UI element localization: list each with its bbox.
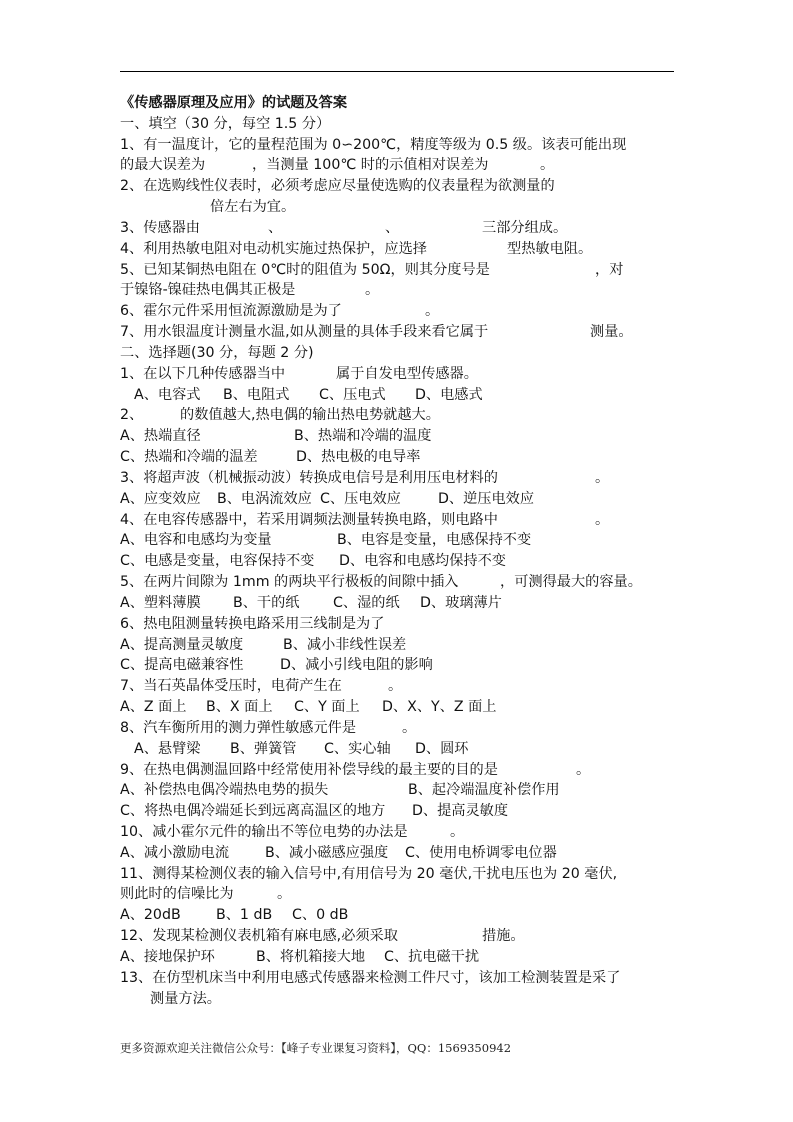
text-segment: D、电感式 xyxy=(415,386,483,403)
text-segment: 、 xyxy=(385,219,400,236)
text-segment: 11、测得某检测仪表的输入信号中,有用信号为 20 毫伏,干扰电压也为 20 毫伏, xyxy=(120,865,618,882)
question-text-line xyxy=(120,322,676,343)
question-text-line xyxy=(120,676,676,697)
question-item xyxy=(120,239,676,260)
text-segment: B、减小磁感应强度 xyxy=(265,844,389,861)
text-segment: A、接地保护环 xyxy=(120,948,215,965)
text-segment: B、电涡流效应 xyxy=(217,490,312,507)
text-segment: 。 xyxy=(595,511,610,528)
text-segment: 则此时的信噪比为 xyxy=(120,886,234,903)
document-title-text: 《传感器原理及应用》的试题及答案 xyxy=(120,95,348,111)
question-text-line xyxy=(120,760,676,781)
question-text-line xyxy=(120,301,676,322)
question-item xyxy=(120,760,676,822)
text-segment: 型热敏电阻。 xyxy=(507,240,593,257)
text-segment: 10、减小霍尔元件的输出不等位电势的办法是 xyxy=(120,823,408,840)
text-segment: 8、汽车衡所用的测力弹性敏感元件是 xyxy=(120,719,357,736)
question-line xyxy=(120,780,676,801)
question-item xyxy=(120,676,676,718)
question-item xyxy=(120,572,676,614)
question-line xyxy=(120,280,676,301)
question-text-line xyxy=(120,864,676,885)
text-segment: D、X、Y、Z 面上 xyxy=(382,699,497,716)
question-text-line xyxy=(120,239,676,260)
question-line xyxy=(120,530,676,551)
question-text-line xyxy=(120,364,676,385)
text-segment: B、电容是变量，电感保持不变 xyxy=(337,532,532,549)
text-segment: 属于自发电型传感器。 xyxy=(336,365,478,382)
question-item xyxy=(120,405,676,467)
text-segment: 措施。 xyxy=(482,928,525,945)
section2-heading xyxy=(120,343,676,364)
question-line xyxy=(120,197,676,218)
question-line xyxy=(120,489,676,510)
text-segment: A、热端直径 xyxy=(120,428,201,445)
text-segment: 。 xyxy=(450,823,465,840)
question-text-line xyxy=(120,718,676,739)
exam-document xyxy=(120,93,676,1009)
section1-questions xyxy=(120,135,676,343)
question-text-line xyxy=(120,822,676,843)
question-item xyxy=(120,322,676,343)
question-item xyxy=(120,864,676,926)
question-text-line xyxy=(120,176,676,197)
section1-heading-text: 一、填空（30 分，每空 1.5 分） xyxy=(120,115,331,132)
text-segment: 测量方法。 xyxy=(150,990,221,1007)
text-segment: C、电感是变量，电容保持不变 xyxy=(120,553,315,570)
text-segment: A、电容和电感均为变量 xyxy=(120,532,272,549)
text-segment: D、玻璃薄片 xyxy=(420,594,502,611)
text-segment: A、Z 面上 xyxy=(120,699,187,716)
text-segment: 3、将超声波（机械振动波）转换成电信号是利用压电材料的 xyxy=(120,469,498,486)
text-segment: C、使用电桥调零电位器 xyxy=(405,844,557,861)
text-segment: ，当测量 100℃ 时的示值相对误差为 xyxy=(252,157,489,174)
text-segment: B、电阻式 xyxy=(223,386,290,403)
text-segment: B、热端和冷端的温度 xyxy=(294,428,432,445)
text-segment: C、压电式 xyxy=(319,386,386,403)
text-segment: 三部分组成。 xyxy=(482,219,568,236)
text-segment: A、电容式 xyxy=(134,386,201,403)
text-segment: A、20dB xyxy=(120,907,181,924)
footer-promo: 更多资源欢迎关注微信公众号：【峰子专业课复习资料】，QQ：1569350942 xyxy=(120,1041,512,1055)
text-segment: 9、在热电偶测温回路中经常使用补偿导线的最主要的目的是 xyxy=(120,761,498,778)
question-item xyxy=(120,218,676,239)
question-text-line xyxy=(120,968,676,989)
text-segment: 。 xyxy=(365,282,380,299)
question-line xyxy=(120,884,676,905)
section2-heading-text: 二、选择题(30 分，每题 2 分) xyxy=(120,344,314,361)
text-segment: 7、用水银温度计测量水温,如从测量的具体手段来看它属于 xyxy=(120,324,489,341)
question-item xyxy=(120,614,676,676)
text-segment: 。 xyxy=(540,157,555,174)
question-line xyxy=(120,905,676,926)
question-text-line xyxy=(120,572,676,593)
text-segment: C、实心轴 xyxy=(324,740,391,757)
text-segment: D、减小引线电阻的影响 xyxy=(280,657,433,674)
text-segment: C、0 dB xyxy=(292,907,349,924)
question-text-line xyxy=(120,135,676,156)
text-segment: 、 xyxy=(268,219,283,236)
question-text-line xyxy=(120,510,676,531)
text-segment: ，对 xyxy=(595,261,624,278)
text-segment: 2、在选购线性仪表时，必须考虑应尽量使选购的仪表量程为欲测量的 xyxy=(120,178,555,195)
text-segment: C、提高电磁兼容性 xyxy=(120,657,244,674)
text-segment: A、应变效应 xyxy=(120,490,201,507)
question-line xyxy=(120,801,676,822)
text-segment: 7、当石英晶体受压时，电荷产生在 xyxy=(120,678,342,695)
text-segment: 的数值越大,热电偶的输出热电势就越大。 xyxy=(180,407,440,424)
question-item xyxy=(120,260,676,302)
section2-questions xyxy=(120,364,676,1010)
question-line xyxy=(120,739,676,760)
text-segment: A、补偿热电偶冷端热电势的损失 xyxy=(120,782,329,799)
text-segment: C、热端和冷端的温差 xyxy=(120,449,258,466)
question-line xyxy=(120,385,676,406)
text-segment: A、提高测量灵敏度 xyxy=(120,636,244,653)
text-segment: D、热电极的电导率 xyxy=(296,449,421,466)
text-segment: 测量。 xyxy=(590,324,633,341)
text-segment: 于镍铬-镍硅热电偶其正极是 xyxy=(120,282,296,299)
text-segment: B、减小非线性误差 xyxy=(283,636,407,653)
question-item xyxy=(120,968,676,1010)
header-rule xyxy=(120,71,674,72)
text-segment: 。 xyxy=(402,719,417,736)
question-line xyxy=(120,593,676,614)
question-line xyxy=(120,843,676,864)
text-segment: D、逆压电效应 xyxy=(438,490,535,507)
question-item xyxy=(120,718,676,760)
text-segment: 6、热电阻测量转换电路采用三线制是为了 xyxy=(120,615,385,632)
text-segment: B、弹簧管 xyxy=(230,740,297,757)
question-line xyxy=(120,426,676,447)
text-segment: C、压电效应 xyxy=(320,490,401,507)
question-line xyxy=(120,655,676,676)
question-item xyxy=(120,301,676,322)
text-segment: 1、在以下几种传感器当中 xyxy=(120,365,286,382)
question-line xyxy=(120,635,676,656)
text-segment: 。 xyxy=(425,303,440,320)
question-item xyxy=(120,510,676,572)
text-segment: 5、已知某铜热电阻在 0℃时的阻值为 50Ω，则其分度号是 xyxy=(120,261,490,278)
question-line xyxy=(120,155,676,176)
document-title xyxy=(120,93,676,114)
text-segment: 6、霍尔元件采用恒流源激励是为了 xyxy=(120,303,342,320)
text-segment: 4、利用热敏电阻对电动机实施过热保护，应选择 xyxy=(120,240,427,257)
text-segment: 5、在两片间隙为 1mm 的两块平行极板的间隙中插入 xyxy=(120,574,459,591)
question-item xyxy=(120,926,676,968)
question-item xyxy=(120,822,676,864)
text-segment: B、X 面上 xyxy=(206,699,273,716)
text-segment: B、将机箱接大地 xyxy=(256,948,366,965)
question-text-line xyxy=(120,614,676,635)
text-segment: C、将热电偶冷端延长到远离高温区的地方 xyxy=(120,803,386,820)
text-segment: D、圆环 xyxy=(415,740,469,757)
text-segment: B、干的纸 xyxy=(233,594,300,611)
question-line xyxy=(120,947,676,968)
question-text-line xyxy=(120,260,676,281)
text-segment: D、电容和电感均保持不变 xyxy=(339,553,506,570)
text-segment: C、抗电磁干扰 xyxy=(384,948,480,965)
text-segment: D、提高灵敏度 xyxy=(412,803,509,820)
text-segment: B、1 dB xyxy=(216,907,273,924)
section1-heading xyxy=(120,114,676,135)
text-segment: 3、传感器由 xyxy=(120,219,200,236)
question-line xyxy=(120,697,676,718)
text-segment: ，可测得最大的容量。 xyxy=(500,574,642,591)
text-segment: 倍左右为宜。 xyxy=(210,199,296,216)
text-segment: B、起冷端温度补偿作用 xyxy=(408,782,560,799)
text-segment: 。 xyxy=(388,678,403,695)
question-text-line xyxy=(120,926,676,947)
text-segment: A、悬臂梁 xyxy=(134,740,201,757)
question-text-line xyxy=(120,405,676,426)
question-item xyxy=(120,135,676,177)
text-segment: 2、 xyxy=(120,407,144,424)
question-item xyxy=(120,468,676,510)
text-segment: A、减小激励电流 xyxy=(120,844,230,861)
question-item xyxy=(120,176,676,218)
question-line xyxy=(120,989,676,1010)
text-segment: C、湿的纸 xyxy=(333,594,400,611)
question-line xyxy=(120,551,676,572)
text-segment: 1、有一温度计，它的量程范围为 0∽200℃，精度等级为 0.5 级。该表可能出现 xyxy=(120,136,627,153)
question-text-line xyxy=(120,218,676,239)
question-line xyxy=(120,447,676,468)
text-segment: 。 xyxy=(595,469,610,486)
question-text-line xyxy=(120,468,676,489)
text-segment: 的最大误差为 xyxy=(120,157,206,174)
question-item xyxy=(120,364,676,406)
text-segment: A、塑料薄膜 xyxy=(120,594,201,611)
text-segment: 12、发现某检测仪表机箱有麻电感,必须采取 xyxy=(120,928,398,945)
text-segment: C、Y 面上 xyxy=(294,699,360,716)
text-segment: 4、在电容传感器中，若采用调频法测量转换电路，则电路中 xyxy=(120,511,498,528)
text-segment: 13、在仿型机床当中利用电感式传感器来检测工件尺寸，该加工检测装置是采了 xyxy=(120,969,621,986)
text-segment: 。 xyxy=(277,886,292,903)
text-segment: 。 xyxy=(576,761,591,778)
